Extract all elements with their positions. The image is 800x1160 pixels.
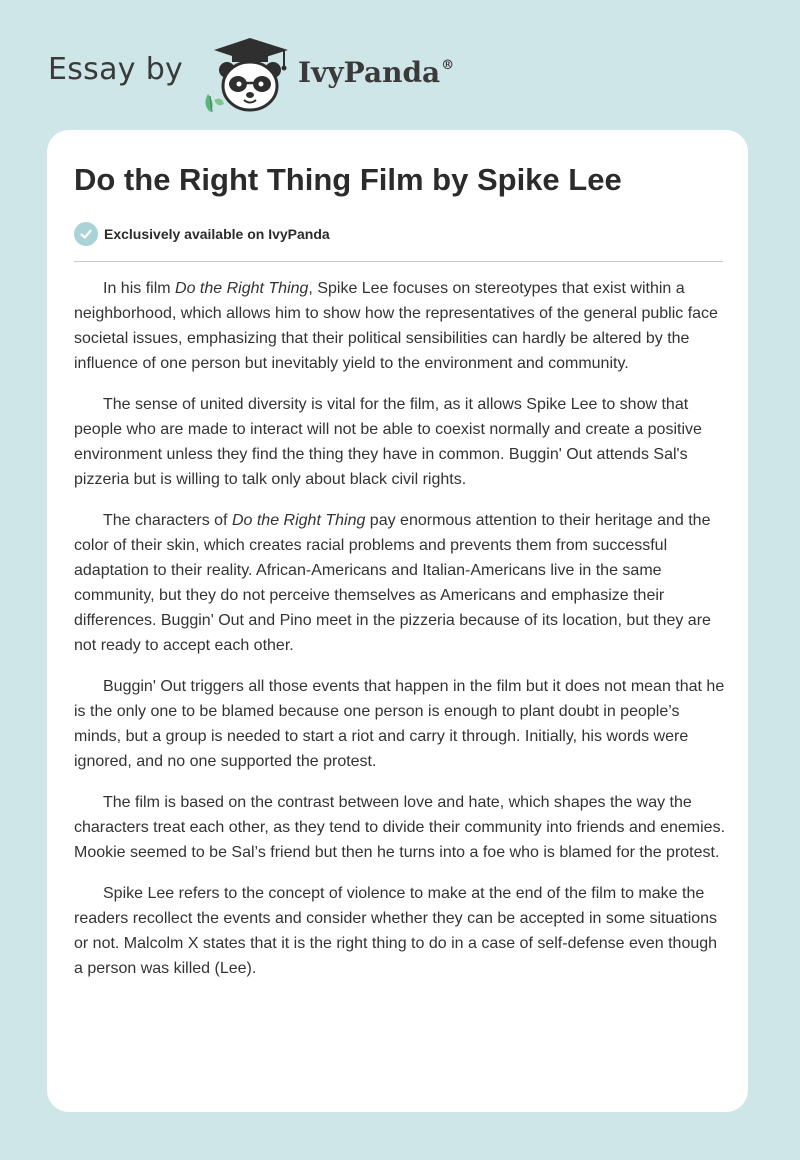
- check-icon: [74, 222, 98, 246]
- paragraph: Spike Lee refers to the concept of violence to make at the end of the film to make the readers recollect the events and consider whether they can be accepted in some situations or not. Malcolm X states that it is the right thing to do in a case of self-defense even though a person was killed (Lee).: [74, 885, 718, 977]
- divider: [74, 261, 723, 262]
- essay-body: [74, 276, 725, 997]
- paragraph: In his film Do the Right Thing, Spike Lee focuses on stereotypes that exist within a neighborhood, which allows him to show how the representatives of the general public face societal issues, emphasizing that their political sensibilities can hardly be altered by the influence of one person but inevitably yield to the environment and community.: [74, 280, 718, 372]
- brand-name[interactable]: IvyPanda®: [298, 56, 455, 89]
- paragraph: Buggin' Out triggers all those events that happen in the film but it does not mean that he is the only one to be blamed because one person is enough to plant doubt in people’s minds, but a group is needed to start a riot and carry it through. Initially, his words were ignored, and no one supported the protest.: [74, 678, 725, 770]
- essay-by-label: Essay by: [48, 52, 184, 87]
- exclusive-label: Exclusively available on IvyPanda: [104, 226, 330, 242]
- panda-graduate-icon[interactable]: [200, 34, 296, 114]
- registered-mark: ®: [441, 58, 455, 73]
- paragraph: The characters of Do the Right Thing pay enormous attention to their heritage and the color of their skin, which creates racial problems and prevents them from successful adaptation to their reality. African-Americans and Italian-Americans live in the same community, but they do not perceive themselves as Americans and emphasize their differences. Buggin' Out and Pino meet in the pizzeria because of its location, but they are not ready to accept each other.: [74, 512, 711, 654]
- exclusive-badge: [74, 222, 330, 246]
- paragraph: The sense of united diversity is vital for the film, as it allows Spike Lee to show that people who are made to interact will not be able to coexist normally and create a positive environment unless they find the thing they have in common. Buggin' Out attends Sal's pizzeria but is willing to talk only about black civil rights.: [74, 396, 702, 488]
- page-title: Do the Right Thing Film by Spike Lee: [74, 162, 622, 197]
- paragraph: The film is based on the contrast between love and hate, which shapes the way the characters treat each other, as they tend to divide their community into friends and enemies. Mookie seemed to be Sal’s friend but then he turns into a foe who is blamed for the protest.: [74, 794, 726, 861]
- site-header: [48, 34, 548, 114]
- essay-card: [47, 130, 748, 1112]
